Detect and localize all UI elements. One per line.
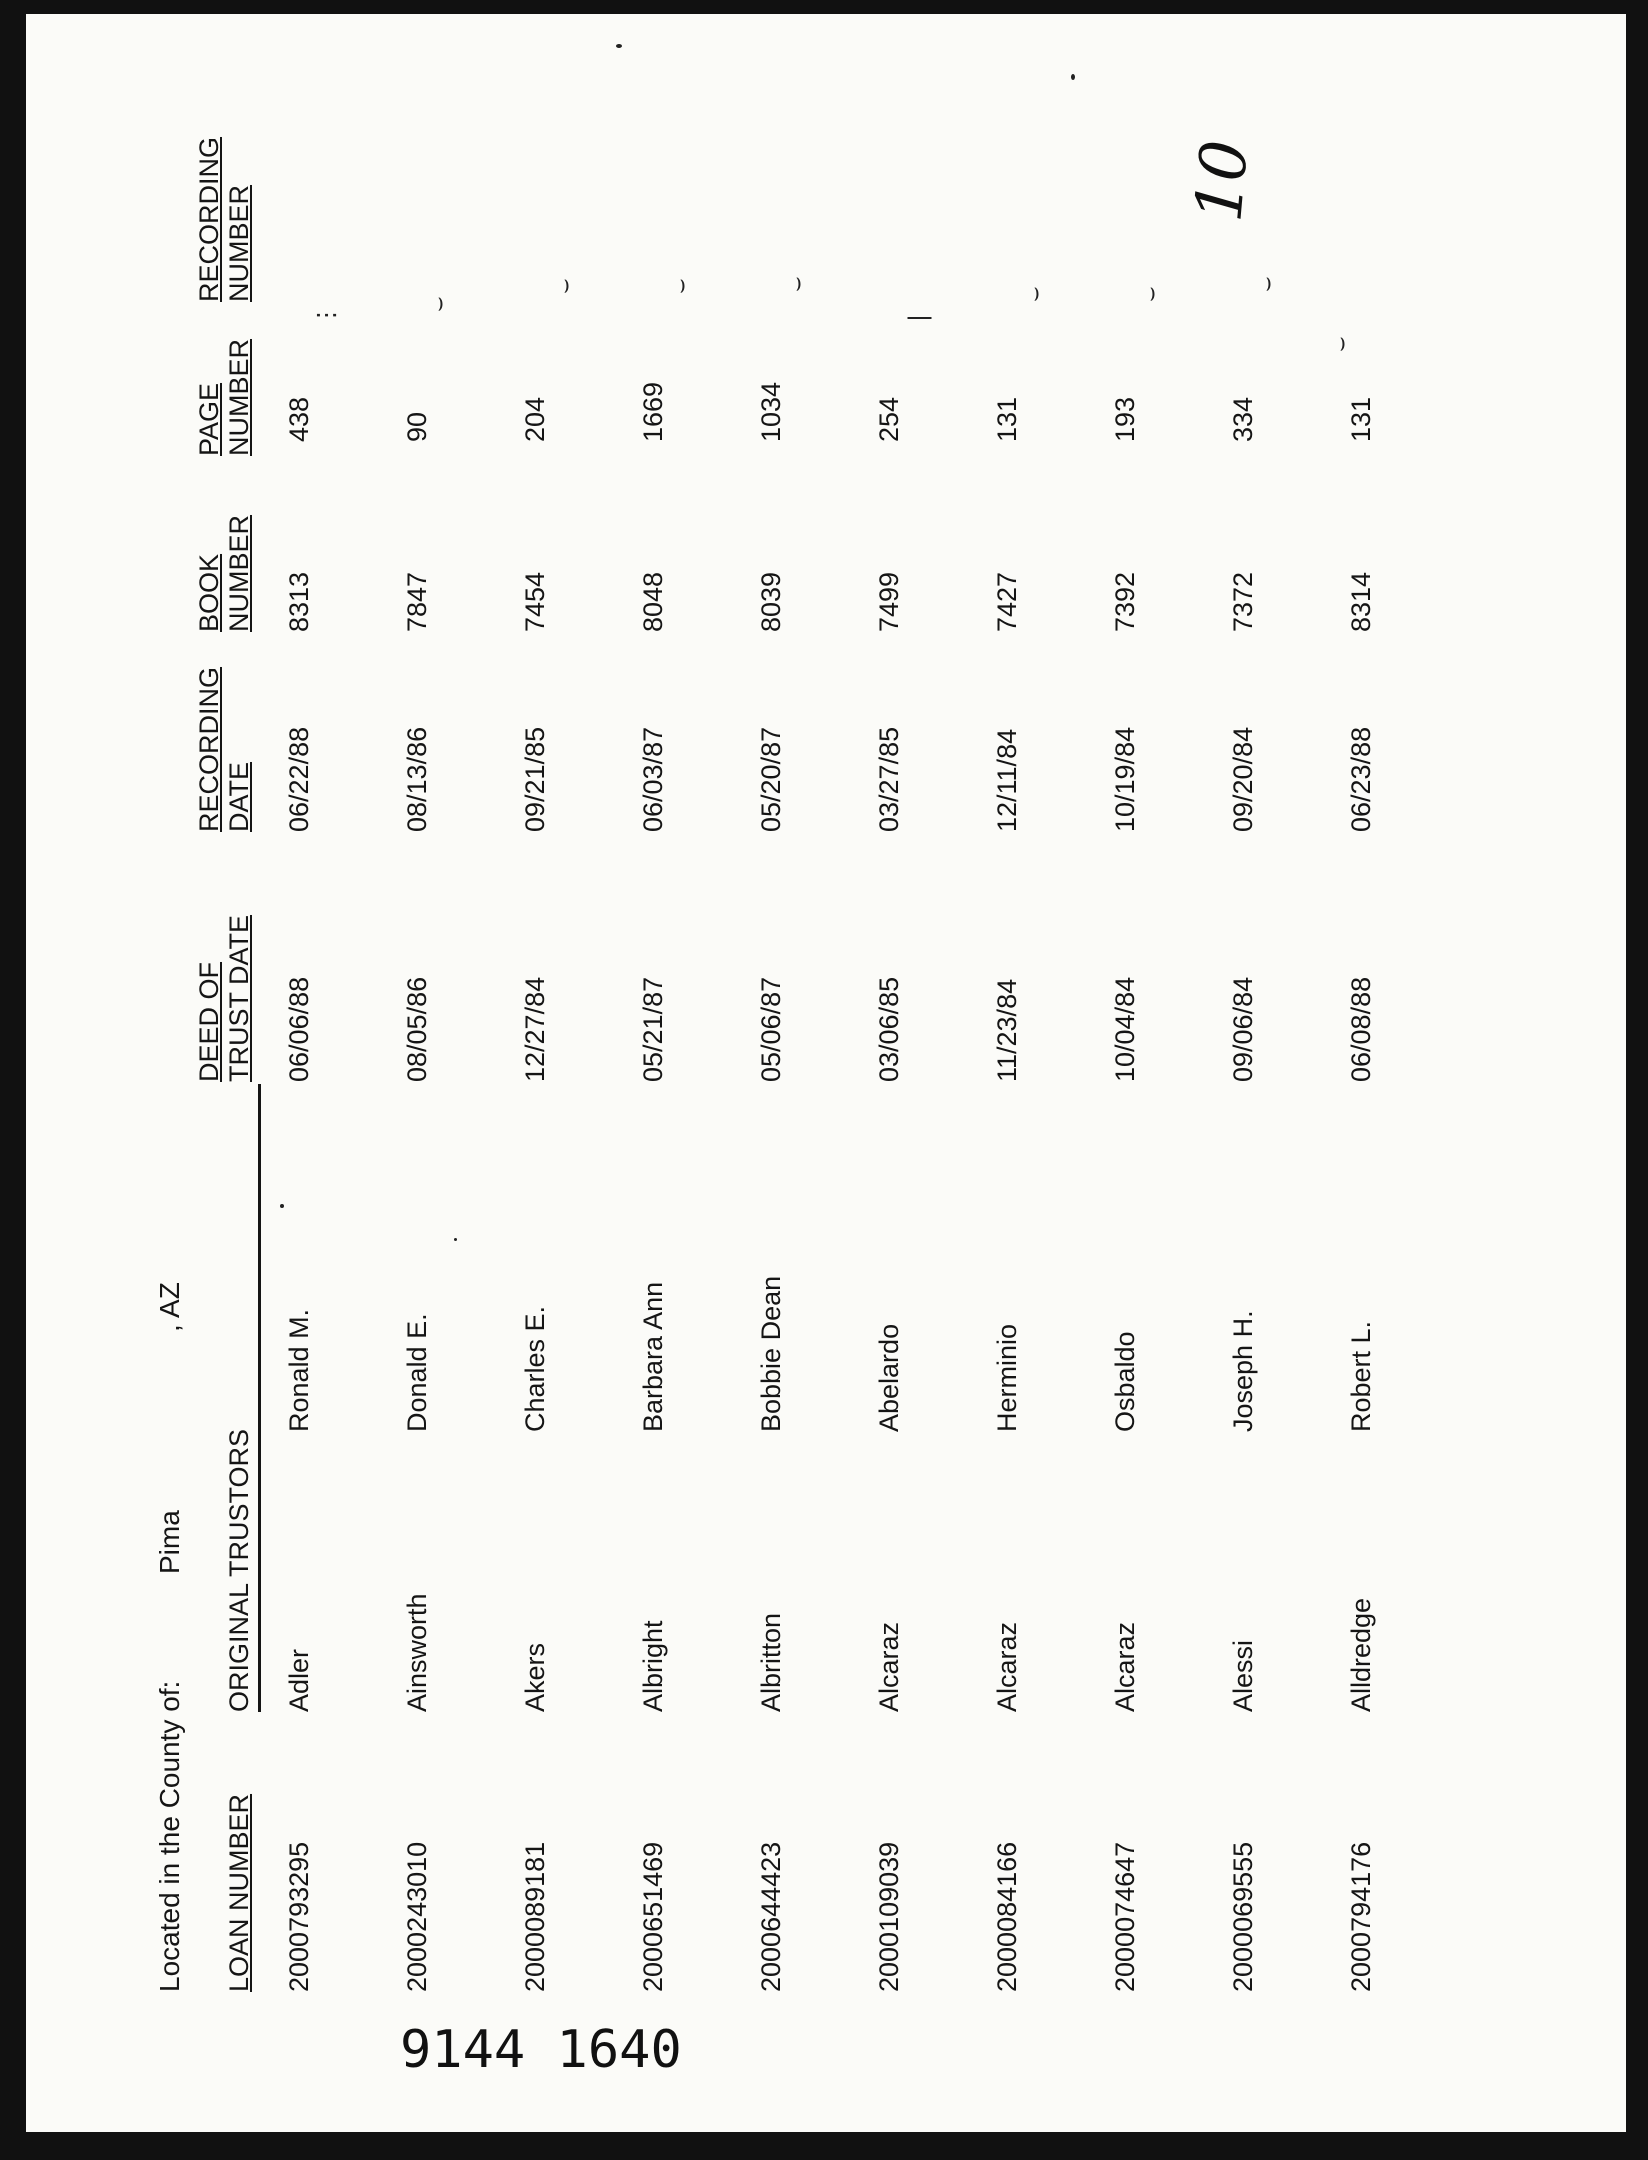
rotated-table-region (26, 14, 1626, 2132)
cell-page-number: 1034 (756, 381, 786, 442)
cell-deed-date: 10/04/84 (1110, 976, 1140, 1082)
cell-trustor-first: Osbaldo (1110, 1331, 1140, 1432)
cell-loan-number: 2000069555 (1228, 1841, 1258, 1992)
cell-deed-date: 06/06/88 (284, 976, 314, 1082)
header-page-number: PAGE NUMBER (194, 338, 254, 456)
cell-trustor-first: Barbara Ann (638, 1281, 668, 1432)
cell-page-number: 90 (402, 411, 432, 442)
tick-mark: ⌣ (1136, 286, 1164, 302)
cell-loan-number: 2000089181 (520, 1841, 550, 1992)
scan-speck (280, 1204, 284, 1208)
cell-trustor-last: Alessi (1228, 1639, 1258, 1712)
cell-loan-number: 2000651469 (638, 1841, 668, 1992)
header-book-number: BOOK NUMBER (194, 514, 254, 632)
cell-trustor-last: Alcaraz (992, 1621, 1022, 1712)
cell-trustor-first: Joseph H. (1228, 1310, 1258, 1432)
cell-recording-date: 08/13/86 (402, 726, 432, 832)
scan-speck (454, 1238, 457, 1241)
cell-trustor-last: Adler (284, 1648, 314, 1712)
cell-book-number: 7427 (992, 571, 1022, 632)
cell-recording-date: 06/23/88 (1346, 726, 1376, 832)
cell-page-number: 131 (992, 396, 1022, 442)
cell-trustor-first: Robert L. (1346, 1320, 1376, 1432)
cell-book-number: 8039 (756, 571, 786, 632)
cell-loan-number: 2000074647 (1110, 1841, 1140, 1992)
cell-book-number: 7392 (1110, 571, 1140, 632)
cell-deed-date: 06/08/88 (1346, 976, 1376, 1082)
header-original-trustors: ORIGINAL TRUSTORS (224, 1428, 254, 1712)
cell-trustor-last: Alldredge (1346, 1597, 1376, 1712)
cell-recording-date: 06/22/88 (284, 726, 314, 832)
cell-recording-date: 10/19/84 (1110, 726, 1140, 832)
cell-trustor-last: Akers (520, 1642, 550, 1712)
cell-trustor-first: Donald E. (402, 1313, 432, 1432)
header-recording-number: RECORDING NUMBER (194, 136, 254, 302)
tick-mark: ⌣ (550, 278, 578, 294)
header-recording-date: RECORDING DATE (194, 666, 254, 832)
cell-trustor-first: Herminio (992, 1323, 1022, 1432)
trustors-underline (258, 1084, 261, 1712)
cell-trustor-last: Albritton (756, 1612, 786, 1712)
cell-page-number: 254 (874, 396, 904, 442)
cell-recording-date: 09/21/85 (520, 726, 550, 832)
cell-page-number: 193 (1110, 396, 1140, 442)
tick-mark: ⌣ (782, 276, 810, 292)
cell-recording-date: 12/11/84 (992, 728, 1022, 832)
header-deed-of-trust-date: DEED OF TRUST DATE (194, 914, 254, 1082)
cell-trustor-last: Alcaraz (874, 1621, 904, 1712)
tick-mark: ⌣ (666, 278, 694, 294)
cell-book-number: 8313 (284, 571, 314, 632)
cell-deed-date: 09/06/84 (1228, 976, 1258, 1082)
cell-book-number: 8048 (638, 571, 668, 632)
cell-book-number: 7499 (874, 571, 904, 632)
cell-page-number: 334 (1228, 396, 1258, 442)
cell-book-number: 7372 (1228, 571, 1258, 632)
handwritten-note-bottom: 9144 1640 (400, 2020, 682, 2080)
cell-trustor-first: Abelardo (874, 1323, 904, 1432)
cell-book-number: 7847 (402, 571, 432, 632)
cell-loan-number: 2000109039 (874, 1841, 904, 1992)
tick-mark: ⌣ (1326, 336, 1354, 352)
cell-recording-date: 03/27/85 (874, 726, 904, 832)
cell-loan-number: 2000793295 (284, 1841, 314, 1992)
cell-trustor-first: Ronald M. (284, 1308, 314, 1432)
tick-mark: ⌣ (1252, 276, 1280, 292)
state-label: , AZ (154, 1282, 185, 1332)
handwritten-note-top-right: 10 (1182, 137, 1264, 225)
scan-speck (1071, 74, 1075, 80)
cell-trustor-last: Albright (638, 1620, 668, 1712)
county-line (154, 1282, 186, 1992)
cell-deed-date: 05/06/87 (756, 976, 786, 1082)
cell-deed-date: 12/27/84 (520, 976, 550, 1082)
cell-loan-number: 2000644423 (756, 1841, 786, 1992)
cell-deed-date: 05/21/87 (638, 976, 668, 1082)
cell-deed-date: 03/06/85 (874, 976, 904, 1082)
header-loan-number: LOAN NUMBER (224, 1793, 254, 1992)
cell-recording-date: 05/20/87 (756, 726, 786, 832)
cell-recording-date: 06/03/87 (638, 726, 668, 832)
cell-page-number: 438 (284, 396, 314, 442)
tick-mark: ⋮ (312, 303, 340, 327)
county-label: Located in the County of: (154, 1680, 185, 1992)
tick-mark: ⌣ (424, 296, 452, 312)
scan-speck (616, 44, 622, 48)
cell-page-number: 1669 (638, 381, 668, 442)
cell-book-number: 8314 (1346, 571, 1376, 632)
county-name: Pima (154, 1510, 185, 1574)
cell-book-number: 7454 (520, 571, 550, 632)
cell-recording-date: 09/20/84 (1228, 726, 1258, 832)
cell-page-number: 204 (520, 396, 550, 442)
cell-page-number: 131 (1346, 396, 1376, 442)
cell-trustor-last: Alcaraz (1110, 1621, 1140, 1712)
document-page (26, 14, 1626, 2132)
cell-loan-number: 2000243010 (402, 1841, 432, 1992)
cell-trustor-last: Ainsworth (402, 1593, 432, 1712)
tick-mark: | (904, 313, 932, 322)
tick-mark: ⌣ (1020, 286, 1048, 302)
cell-trustor-first: Charles E. (520, 1305, 550, 1432)
cell-loan-number: 2000084166 (992, 1841, 1022, 1992)
cell-deed-date: 08/05/86 (402, 976, 432, 1082)
cell-deed-date: 11/23/84 (992, 978, 1022, 1082)
cell-loan-number: 2000794176 (1346, 1841, 1376, 1992)
cell-trustor-first: Bobbie Dean (756, 1275, 786, 1432)
